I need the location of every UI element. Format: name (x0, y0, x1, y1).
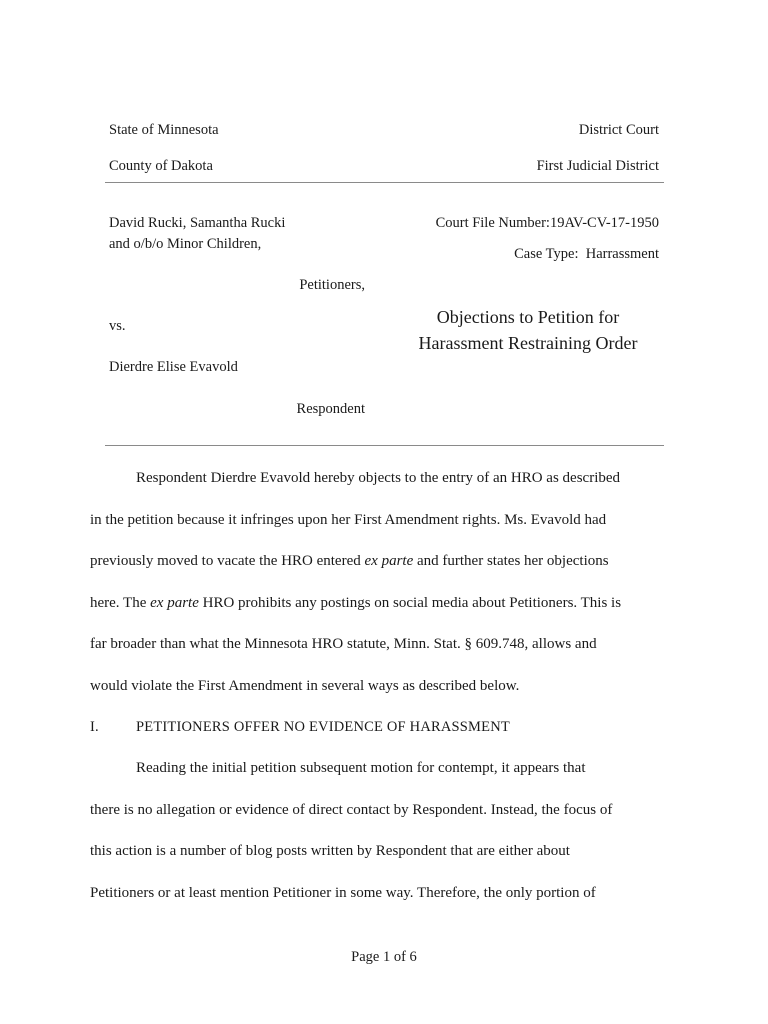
petitioners-names: David Rucki, Samantha Rucki (109, 215, 286, 231)
county-label: County of Dakota (109, 158, 213, 174)
paragraph-1-line-3 (90, 553, 609, 570)
document-title (390, 304, 666, 356)
caption-top-rule (105, 182, 664, 183)
case-type-value: Harrassment (585, 246, 659, 262)
court-file-number-label: Court File Number: (435, 215, 550, 231)
paragraph-1-line-5: far broader than what the Minnesota HRO statute, Minn. Stat. § 609.748, allows and (90, 636, 597, 652)
respondent-role: Respondent (296, 401, 365, 417)
text-run: previously moved to vacate the HRO entered (90, 553, 365, 569)
court-file-number-value: 19AV-CV-17-1950 (549, 215, 659, 231)
section-number: I. (90, 719, 99, 735)
case-type (514, 246, 659, 263)
court-label: District Court (578, 122, 659, 138)
court-file-number (436, 215, 659, 232)
text-run: here. The (90, 595, 151, 611)
document-title-line2: Harassment Restraining Order (418, 333, 638, 353)
versus-label: vs. (109, 318, 126, 334)
text-run: and further states her objections (413, 553, 609, 569)
district-label: First Judicial District (536, 158, 659, 174)
paragraph-2-line-4: Petitioners or at least mention Petitioner in some way. Therefore, the only portion of (90, 885, 596, 901)
paragraph-2-line-1: Reading the initial petition subsequent motion for contempt, it appears that (136, 760, 586, 776)
paragraph-2-line-2: there is no allegation or evidence of direct contact by Respondent. Instead, the focus of (90, 802, 613, 818)
paragraph-2-line-3: this action is a number of blog posts written by Respondent that are either about (90, 843, 570, 859)
paragraph-1-line-1: Respondent Dierdre Evavold hereby objects to the entry of an HRO as described (136, 470, 621, 486)
text-run: HRO prohibits any postings on social media about Petitioners. This is (198, 595, 622, 611)
petitioners-minors: and o/b/o Minor Children, (109, 236, 262, 252)
italic-term: ex parte (364, 553, 414, 569)
case-type-label: Case Type: (514, 246, 579, 262)
paragraph-1-line-2: in the petition because it infringes upon her First Amendment rights. Ms. Evavold had (90, 512, 607, 528)
document-title-line1: Objections to Petition for (436, 307, 620, 327)
paragraph-1-line-4 (90, 595, 621, 612)
state-label: State of Minnesota (109, 122, 219, 138)
paragraph-1-line-6: would violate the First Amendment in several ways as described below. (90, 678, 520, 694)
section-heading: PETITIONERS OFFER NO EVIDENCE OF HARASSMENT (136, 719, 510, 735)
petitioners-role: Petitioners, (299, 277, 365, 293)
respondent-name: Dierdre Elise Evavold (109, 359, 238, 375)
caption-bottom-rule (105, 445, 664, 446)
page-number: Page 1 of 6 (351, 949, 417, 965)
italic-term: ex parte (150, 595, 199, 611)
